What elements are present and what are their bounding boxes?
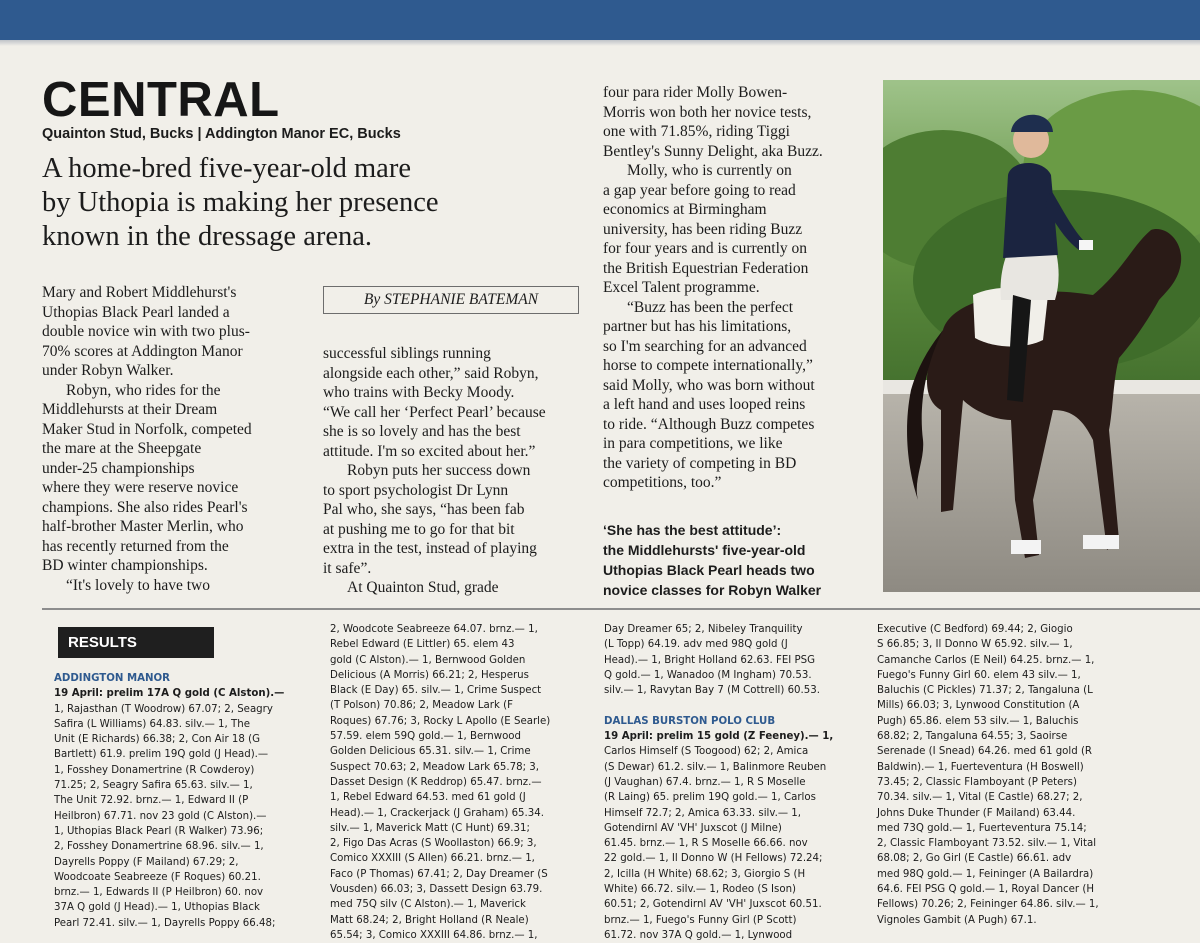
results-column-1 [54,671,316,931]
results-column-4 [877,622,1159,928]
results-line: S 66.85; 3, Il Donno W 65.92. silv.— 1, [877,639,1073,651]
article-line: double novice win with two plus- [42,323,250,340]
article-line: “Buzz has been the perfect [627,298,794,316]
results-line: brnz.— 1, Edwards II (P Heilbron) 60. nov [54,887,264,899]
article-line: in para competitions, we like [603,435,783,452]
results-line: Faco (P Thomas) 67.41; 2, Day Dreamer (S [330,868,548,880]
results-line: med 98Q gold.— 1, Feininger (A Bailardra) [877,868,1094,880]
results-line: Delicious (A Morris) 66.21; 2, Hesperus [330,669,529,681]
article-line: one with 71.85%, riding Tiggi [603,123,790,140]
results-line: 2, Fosshey Donamertrine 68.96. silv.— 1, [54,841,264,853]
results-line: 1, Uthopias Black Pearl (R Walker) 73.96; [54,825,264,837]
results-line: 1, Rebel Edward 64.53. med 61 gold (J [330,792,526,804]
results-line: Fuego's Funny Girl 60. elem 43 silv.— 1, [877,669,1081,681]
results-line: 70.34. silv.— 1, Vital (E Castle) 68.27; 2, [877,792,1083,804]
article-line: Middlehursts at their Dream [42,401,218,418]
results-line: Black (E Day) 65. silv.— 1, Crime Suspect [330,685,542,697]
section-title: CENTRAL [42,73,280,127]
results-line: Dayrells Poppy (F Mailand) 67.29; 2, [54,856,239,868]
results-heading: RESULTS [58,627,214,658]
article-line: Maker Stud in Norfolk, competed [42,420,252,438]
results-line: 1, Rajasthan (T Woodrow) 67.07; 2, Seagry [54,703,273,715]
article-line: four para rider Molly Bowen- [603,84,788,101]
article-line: BD winter championships. [42,557,208,574]
article-line: half-brother Master Merlin, who [42,518,244,535]
article-line: Robyn, who rides for the [66,381,221,399]
article-line: for four years and is currently on [603,240,808,257]
results-line: (L Topp) 64.19. adv med 98Q gold (J [604,639,788,651]
results-line: Pugh) 65.86. elem 53 silv.— 1, Baluchis [877,715,1079,727]
results-line: (S Dewar) 61.2. silv.— 1, Balinmore Reuben [604,761,827,773]
results-line: 68.82; 2, Tangaluna 64.55; 3, Saoirse [877,731,1068,743]
standfirst-line: known in the dressage arena. [42,221,373,252]
caption-line: novice classes for Robyn Walker [603,582,822,598]
standfirst [42,152,602,254]
results-line: Vignoles Gambit (A Pugh) 67.1. [877,914,1037,926]
results-line: Dasset Design (K Reddrop) 65.47. brnz.— [330,776,542,788]
article-line: the variety of competing in BD [603,454,797,472]
results-line: med 75Q silv (C Alston).— 1, Maverick [330,899,526,911]
results-line: Executive (C Bedford) 69.44; 2, Giogio [877,624,1073,635]
article-line: who trains with Becky Moody. [323,384,515,401]
results-line: 22 gold.— 1, Il Donno W (H Fellows) 72.24; [604,853,823,865]
byline-box [323,286,579,314]
venues-line: Quainton Stud, Bucks | Addington Manor EC, Bucks [42,126,401,142]
results-line: Mills) 66.03; 3, Lynwood Constitution (A [877,700,1080,712]
results-line: Matt 68.24; 2, Bright Holland (R Neale) [330,914,529,926]
results-line: Baldwin).— 1, Fuerteventura (H Boswell) [877,761,1084,773]
results-line: Himself 72.7; 2, Amica 63.33. silv.— 1, [604,807,801,819]
results-line: gold (C Alston).— 1, Bernwood Golden [330,654,526,666]
results-column-2 [330,622,592,943]
top-color-band [0,0,1200,40]
standfirst-line: by Uthopia is making her presence [42,187,439,218]
article-line: alongside each other,” said Robyn, [323,364,539,382]
article-line: Bentley's Sunny Delight, aka Buzz. [603,142,823,160]
article-line: partner but has his limitations, [603,318,792,335]
results-line: 61.72. nov 37A Q gold.— 1, Lynwood [604,929,793,941]
article-line: it safe”. [323,559,372,577]
results-line: Head).— 1, Bright Holland 62.63. FEI PSG [604,654,816,666]
article-line: Robyn puts her success down [347,462,531,479]
article-line: university, has been riding Buzz [603,220,803,238]
article-line: extra in the test, instead of playing [323,540,537,557]
results-line: Vousden) 66.03; 3, Dassett Design 63.79. [330,884,543,896]
results-line: (T Polson) 70.86; 2, Meadow Lark (F [330,700,513,712]
results-line: 1, Fosshey Donamertrine (R Cowderoy) [54,764,255,776]
article-line: successful siblings running [323,345,491,362]
results-line: Pearl 72.41. silv.— 1, Dayrells Poppy 66.48; [54,917,276,929]
dressage-rider-photo-icon [883,80,1200,592]
article-line: the British Equestrian Federation [603,259,809,277]
results-line: 37A Q gold (J Head).— 1, Uthopias Black [54,902,260,914]
results-line: 73.45; 2, Classic Flamboyant (P Peters) [877,776,1077,788]
results-line: Woodcoate Seabreeze (F Roques) 60.21. [54,871,261,883]
article-line: under Robyn Walker. [42,362,174,379]
top-shadow [0,40,1200,46]
results-line: 60.51; 2, Gotendirnl AV 'VH' Juxscot 60.51. [604,899,822,911]
results-line: med 73Q gold.— 1, Fuerteventura 75.14; [877,822,1087,834]
results-line: 19 April: prelim 15 gold (Z Feeney).— 1, [604,731,834,743]
article-line: has recently returned from the [42,537,229,555]
dressage-photo [883,80,1200,592]
results-line: Rebel Edward (E Littler) 65. elem 43 [330,639,515,651]
article-line: champions. She also rides Pearl's [42,498,248,516]
results-line: Golden Delicious 65.31. silv.— 1, Crime [330,746,531,758]
article-column-3 [603,83,875,493]
results-line: Comico XXXIII (S Allen) 66.21. brnz.— 1, [330,853,535,865]
article-line: “We call her ‘Perfect Pearl’ because [323,403,546,421]
article-line: Mary and Robert Middlehurst's [42,284,237,301]
caption-line: the Middlehursts' five-year-old [603,542,806,558]
article-line: At Quainton Stud, grade [347,579,499,596]
caption-line: ‘She has the best attitude’: [603,522,782,538]
results-line: Serenade (I Snead) 64.26. med 61 gold (R [877,746,1092,758]
article-line: competitions, too.” [603,474,722,491]
article-line: so I'm searching for an advanced [603,337,807,355]
photo-caption [603,520,873,600]
results-line: Q gold.— 1, Wanadoo (M Ingham) 70.53. [604,669,812,681]
article-line: Pal who, she says, “has been fab [323,501,525,518]
article-line: Molly, who is currently on [627,162,792,179]
results-venue-heading: DALLAS BURSTON POLO CLUB [604,715,776,727]
article-line: a left hand and uses looped reins [603,396,806,413]
byline: By STEPHANIE BATEMAN [363,291,539,308]
article-line: a gap year before going to read [603,181,796,199]
results-line: Suspect 70.63; 2, Meadow Lark 65.78; 3, [330,761,539,773]
results-line: 2, Classic Flamboyant 73.52. silv.— 1, Vital [877,838,1097,850]
article-line: the mare at the Sheepgate [42,440,202,457]
results-line: Safira (L Williams) 64.83. silv.— 1, The [54,718,250,730]
results-line: (R Laing) 65. prelim 19Q gold.— 1, Carlos [604,792,816,804]
results-line [604,698,872,713]
article-line: “It's lovely to have two [66,576,210,594]
results-line: Unit (E Richards) 66.38; 2, Con Air 18 (G [54,734,260,746]
article-line: Excel Talent programme. [603,279,760,296]
standfirst-line: A home-bred five-year-old mare [42,153,411,184]
results-line: 71.25; 2, Seagry Safira 65.63. silv.— 1, [54,780,253,792]
results-venue-heading: ADDINGTON MANOR [54,673,171,684]
article-line: said Molly, who was born without [603,376,815,394]
results-line: 57.59. elem 59Q gold.— 1, Bernwood [330,731,521,743]
results-line: brnz.— 1, Fuego's Funny Girl (P Scott) [604,914,797,926]
results-column-3 [604,622,872,943]
article-line: Uthopias Black Pearl landed a [42,303,230,321]
article-line: economics at Birmingham [603,201,767,218]
results-line: Carlos Himself (S Toogood) 62; 2, Amica [604,746,809,758]
results-line: Gotendirnl AV 'VH' Juxscot (J Milne) [604,822,782,834]
results-line: Head).— 1, Crackerjack (J Graham) 65.34. [330,807,544,819]
results-line: 65.54; 3, Comico XXXIII 64.86. brnz.— 1, [330,929,538,941]
article-line: to sport psychologist Dr Lynn [323,481,509,499]
results-line: The Unit 72.92. brnz.— 1, Edward II (P [54,795,249,807]
results-line: Camanche Carlos (E Neil) 64.25. brnz.— 1, [877,654,1095,666]
results-line: White) 66.72. silv.— 1, Rodeo (S Ison) [604,884,797,896]
results-line: 61.45. brnz.— 1, R S Moselle 66.66. nov [604,838,808,850]
article-line: where they were reserve novice [42,479,239,496]
results-line: Day Dreamer 65; 2, Nibeley Tranquility [604,624,803,635]
results-line: Bartlett) 61.9. prelim 19Q gold (J Head).— [54,749,269,761]
article-column-2 [323,344,585,598]
results-line: silv.— 1, Maverick Matt (C Hunt) 69.31; [330,822,530,834]
results-line: Baluchis (C Pickles) 71.37; 2, Tangaluna (L [877,685,1093,697]
article-line: horse to compete internationally,” [603,357,813,374]
results-line: silv.— 1, Ravytan Bay 7 (M Cottrell) 60.53. [604,685,820,697]
article-line: attitude. I'm so excited about her.” [323,442,536,460]
results-line: 64.6. FEI PSG Q gold.— 1, Royal Dancer (H [877,884,1094,896]
results-line: Heilbron) 67.71. nov 23 gold (C Alston).— [54,810,267,822]
results-line: 2, Woodcote Seabreeze 64.07. brnz.— 1, [330,624,538,635]
results-line: 68.08; 2, Go Girl (E Castle) 66.61. adv [877,853,1072,865]
results-line: Johns Duke Thunder (F Mailand) 63.44. [877,807,1076,819]
caption-line: Uthopias Black Pearl heads two [603,562,815,578]
article-line: at pushing me to go for that bit [323,520,515,538]
results-line: 19 April: prelim 17A Q gold (C Alston).— [54,688,285,700]
article-line: 70% scores at Addington Manor [42,342,243,360]
results-line: Roques) 67.76; 3, Rocky L Apollo (E Searle) [330,715,551,727]
article-line: Morris won both her novice tests, [603,103,812,121]
results-line: (J Vaughan) 67.4. brnz.— 1, R S Moselle [604,776,806,788]
results-line: Fellows) 70.26; 2, Feininger 64.86. silv.— 1, [877,899,1099,911]
results-line: 2, Figo Das Acras (S Woollaston) 66.9; 3, [330,838,537,850]
article-line: under-25 championships [42,459,195,477]
article-line: she is so lovely and has the best [323,423,521,440]
article-line: to ride. “Although Buzz competes [603,415,815,433]
results-line: 2, Icilla (H White) 68.62; 3, Giorgio S (H [604,868,806,880]
article-column-1 [42,283,314,595]
